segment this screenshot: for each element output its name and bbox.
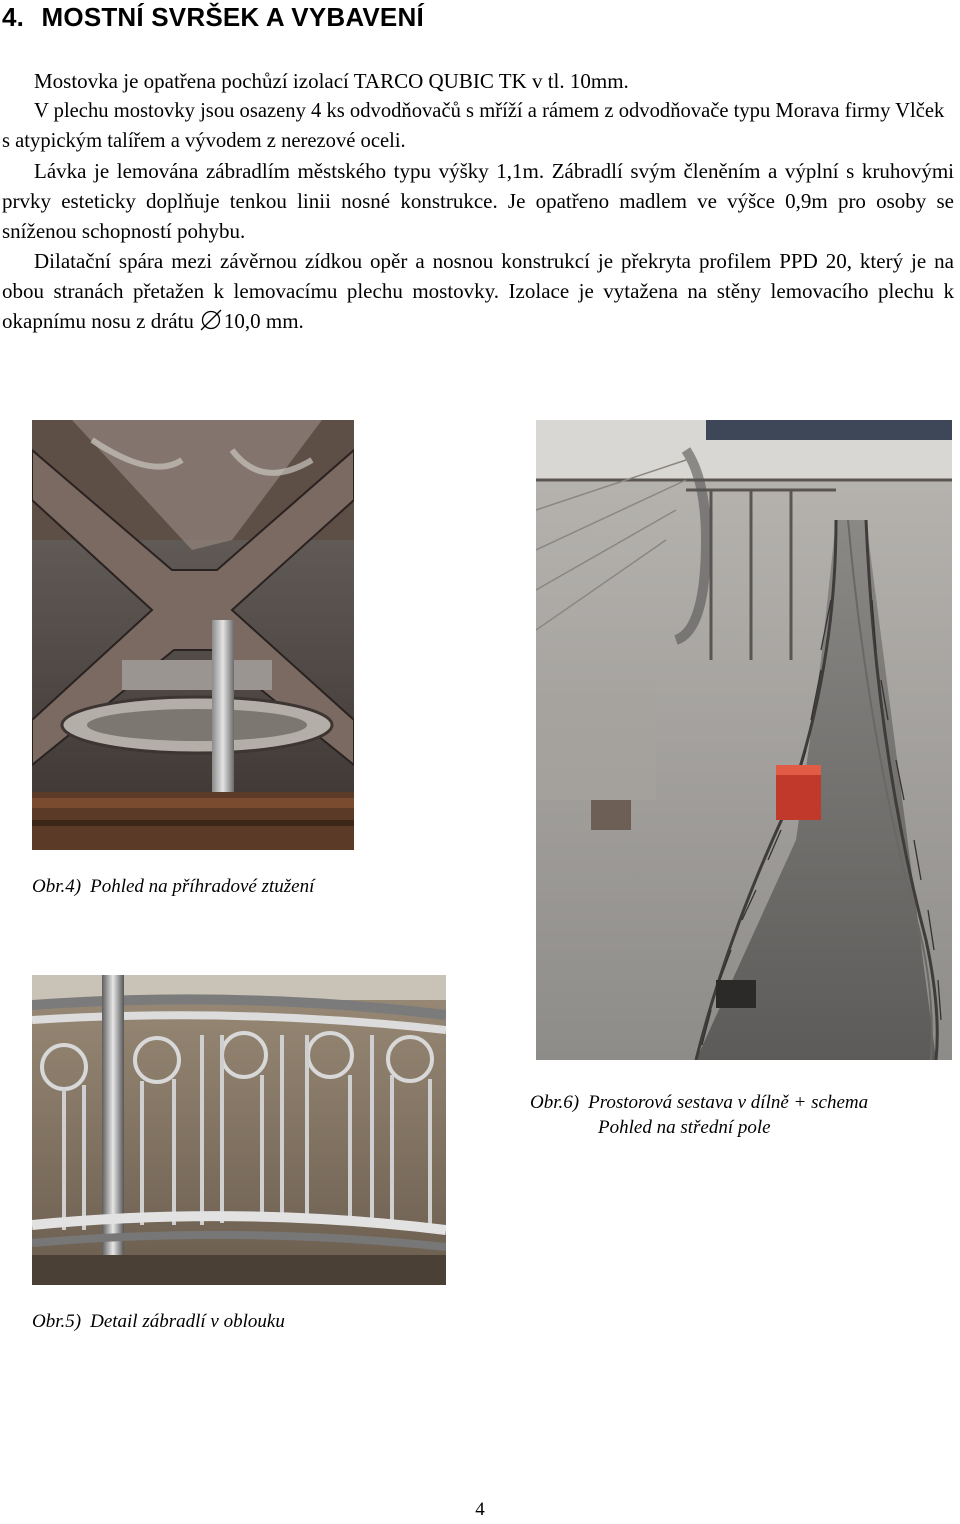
paragraph-railing: Lávka je lemována zábradlím městského typu výšky 1,1m. Zábradlí svým členěním a výplní s kruhovými prvky esteticky doplňuje tenkou linii nosné konstrukce. Je opatřeno madlem ve výšce 0,9m pro osoby se sníženou schopností pohybu. [2, 159, 954, 243]
paragraph-drainage: V plechu mostovky jsou osazeny 4 ks odvodňovačů s mříží a rámem z odvodňovače typu Morava firmy Vlček s atypickým talířem a vývodem z nerezové oceli. [2, 100, 945, 152]
page-number: 4 [475, 1499, 485, 1520]
section-title: MOSTNÍ SVRŠEK A VYBAVENÍ [41, 2, 424, 32]
caption-fig4-text: Pohled na příhradové ztužení [90, 876, 315, 897]
diameter-symbol-icon [200, 309, 222, 331]
expansion-joint-text: Dilatační spára mezi závěrnou zídkou opěr a nosnou konstrukcí je překryta profilem PPD 20, který je na obou stranách přetažen k lemovacímu plechu mostovky. Izolace je vytažena na stěny lemovacího plechu k okapnímu nosu z drátu [2, 249, 954, 333]
caption-fig6-label: Obr.6) [530, 1092, 580, 1113]
photo-railing-detail [32, 975, 446, 1285]
caption-fig4-label: Obr.4) [32, 876, 82, 897]
photo-truss-bracing [32, 420, 354, 850]
section-heading [2, 2, 424, 33]
caption-fig6-line2: Pohled na střední pole [598, 1117, 771, 1138]
caption-fig6 [530, 1092, 868, 1114]
paragraph-insulation: Mostovka je opatřena pochůzí izolací TARCO QUBIC TK v tl. 10mm. [34, 69, 629, 93]
caption-fig5 [32, 1311, 285, 1333]
photo-workshop-assembly [536, 420, 952, 1060]
section-number: 4. [2, 2, 25, 32]
caption-fig5-label: Obr.5) [32, 1311, 82, 1332]
paragraph-expansion-joint [2, 246, 954, 336]
caption-fig6-text: Prostorová sestava v dílně + schema [588, 1092, 869, 1113]
wire-diameter-text: 10,0 mm. [223, 309, 304, 333]
caption-fig5-text: Detail zábradlí v oblouku [90, 1311, 285, 1332]
caption-fig4 [32, 876, 314, 898]
